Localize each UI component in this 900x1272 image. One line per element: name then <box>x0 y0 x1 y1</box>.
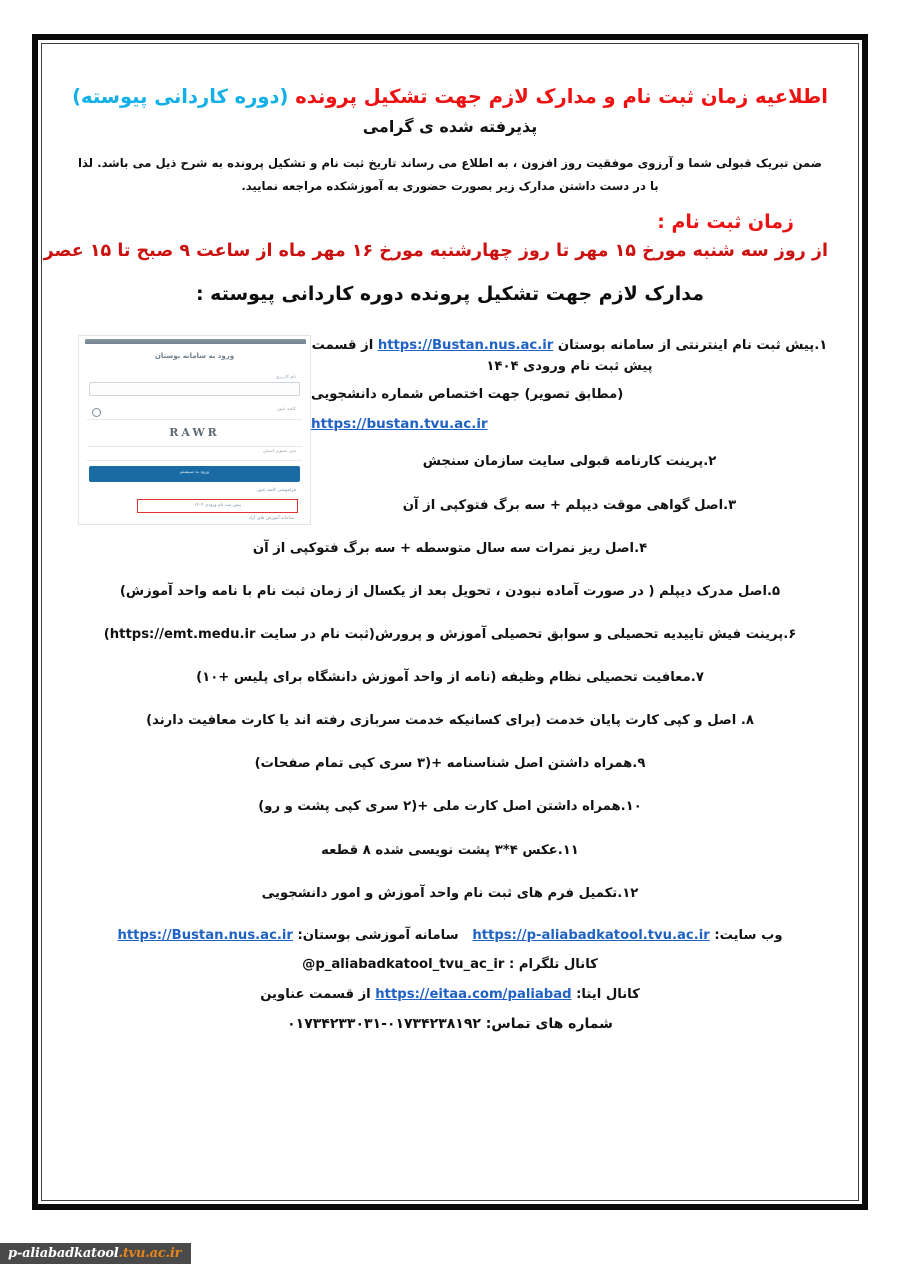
telegram-label: کانال تلگرام : <box>509 957 598 973</box>
faculty-website-link[interactable]: https://p-aliabadkatool.tvu.ac.ir <box>472 927 710 943</box>
screenshot-free-courses-link[interactable]: سامانه آموزش های آزاد <box>248 515 294 521</box>
required-documents-list <box>72 335 828 904</box>
list-item-1-before: ۱.پیش ثبت نام اینترنتی از سامانه بوستان <box>557 337 828 353</box>
login-screenshot-figure <box>78 335 311 525</box>
bustan-nus-link-1[interactable]: https://Bustan.nus.ac.ir <box>377 337 554 353</box>
screenshot-captcha-image <box>79 426 310 439</box>
list-item-2: ۲.پرینت کارنامه قبولی سایت سازمان سنجش <box>422 454 717 470</box>
contact-block <box>72 926 828 1036</box>
screenshot-prereg-highlight[interactable] <box>137 499 298 513</box>
eitaa-label: کانال ایتا: <box>576 986 640 1002</box>
site-watermark <box>0 1243 191 1264</box>
screenshot-password-label: کلمه عبور <box>276 406 296 412</box>
screenshot-captcha-divider <box>87 446 302 447</box>
eitaa-channel-link[interactable]: https://eitaa.com/paliabad <box>375 986 572 1002</box>
bustan-tvu-link[interactable]: https://bustan.tvu.ac.ir <box>311 415 488 432</box>
website-label: وب سایت: <box>714 927 783 943</box>
screenshot-submit-label: ورود به سیستم <box>179 469 210 475</box>
screenshot-show-password-icon[interactable] <box>92 408 101 417</box>
registration-time-value: از روز سه شنبه مورخ ۱۵ مهر تا روز چهارشنبه مورخ ۱۶ مهر ماه از ساعت ۹ صبح تا ۱۵ عصر <box>43 240 828 261</box>
bustan-label: سامانه آموزشی بوستان: <box>297 927 459 943</box>
websites-line <box>72 926 828 946</box>
page-title-course-type: (دوره کاردانی پیوسته) <box>72 85 289 108</box>
phones-value: ۰۱۷۳۴۲۳۸۱۹۲-۰۱۷۳۴۲۳۳۰۳۱ <box>287 1016 481 1033</box>
screenshot-login-title: ورود به سامانه بوستان <box>154 351 235 360</box>
bustan-nus-link-2[interactable]: https://Bustan.nus.ac.ir <box>117 927 293 943</box>
page-title <box>72 82 828 111</box>
list-item-10: ۱۰.همراه داشتن اصل کارت ملی +(۲ سری کپی پشت و رو) <box>258 799 642 815</box>
list-item-9: ۹.همراه داشتن اصل شناسنامه +(۳ سری کپی تمام صفحات) <box>254 756 646 772</box>
page-title-red: اطلاعیه زمان ثبت نام و مدارک لازم جهت تشکیل پرونده <box>295 85 828 108</box>
screenshot-forgot-password-link[interactable]: فراموشی کلمه عبور <box>257 487 296 493</box>
screenshot-username-input[interactable] <box>89 382 300 396</box>
registration-time-label: زمان ثبت نام : <box>657 210 794 233</box>
announcement-content <box>38 40 862 1204</box>
screenshot-security-label: متن تصویر امنیتی <box>262 448 296 454</box>
salutation: پذیرفته شده ی گرامی <box>362 117 538 137</box>
screenshot-prereg-label: پیش ثبت نام ورودی ۱۴۰۴ <box>193 502 242 508</box>
list-item-4: ۴.اصل ریز نمرات سه سال متوسطه + سه برگ فتوکپی از آن <box>252 540 648 556</box>
telegram-handle[interactable]: @p_aliabadkatool_tvu_ac_ir <box>302 957 505 973</box>
documents-heading: مدارک لازم جهت تشکیل پرونده دوره کاردانی پیوسته : <box>195 282 705 305</box>
watermark-accent: .tvu.ac.ir <box>118 1246 182 1261</box>
list-item-1-after: از قسمت پیش ثبت نام ورودی ۱۴۰۴ <box>311 337 653 374</box>
screenshot-window-topbar <box>85 339 306 344</box>
intro-paragraph: ضمن تبریک قبولی شما و آرزوی موفقیت روز افزون ، به اطلاع می رساند تاریخ ثبت نام و تشکیل پرونده به شرح ذیل می باشد. لذا با در دست داشتن مدارک زیر بصورت حضوری به آموزشکده مراجعه نمایید. <box>78 156 822 194</box>
telegram-line <box>72 955 828 975</box>
watermark-primary: p-aliabadkatool <box>8 1246 119 1261</box>
list-item-7: ۷.معافیت تحصیلی نظام وظیفه (نامه از واحد آموزش دانشگاه برای پلیس +۱۰) <box>196 670 704 686</box>
phones-line <box>72 1014 828 1036</box>
phones-label: شماره های تماس: <box>485 1016 613 1033</box>
list-item-11: ۱۱.عکس ۴*۳ پشت نویسی شده ۸ قطعه <box>321 842 579 858</box>
bustan-login-screenshot <box>78 335 311 525</box>
screenshot-username-label: نام کاربری <box>275 374 296 380</box>
list-item-1-note: (مطابق تصویر) جهت اختصاص شماره دانشجویی <box>311 386 624 402</box>
list-item-8: ۸. اصل و کپی کارت پایان خدمت (برای کسانیکه خدمت سربازی رفته اند یا کارت معافیت دارند) <box>146 713 754 729</box>
eitaa-suffix: از قسمت عناوین <box>260 986 371 1002</box>
screenshot-submit-button[interactable] <box>89 466 300 482</box>
screenshot-security-underline <box>87 460 302 461</box>
announcement-page-frame <box>32 34 868 1210</box>
eitaa-line <box>72 985 828 1005</box>
screenshot-captcha-text: RAWR <box>169 425 220 439</box>
list-item-12: ۱۲.تکمیل فرم های ثبت نام واحد آموزش و امور دانشجویی <box>261 885 639 901</box>
list-item-5: ۵.اصل مدرک دیپلم ( در صورت آماده نبودن ، تحویل بعد از یکسال از زمان ثبت نام با نامه واحد آموزش) <box>119 583 781 599</box>
list-item-6: ۶.پرینت فیش تاییدیه تحصیلی و سوابق تحصیلی آموزش و پرورش(ثبت نام در سایت https://emt.medu.ir) <box>103 626 797 642</box>
screenshot-password-underline <box>87 419 302 420</box>
list-item-3: ۳.اصل گواهی موقت دیپلم + سه برگ فتوکپی از آن <box>402 497 737 513</box>
